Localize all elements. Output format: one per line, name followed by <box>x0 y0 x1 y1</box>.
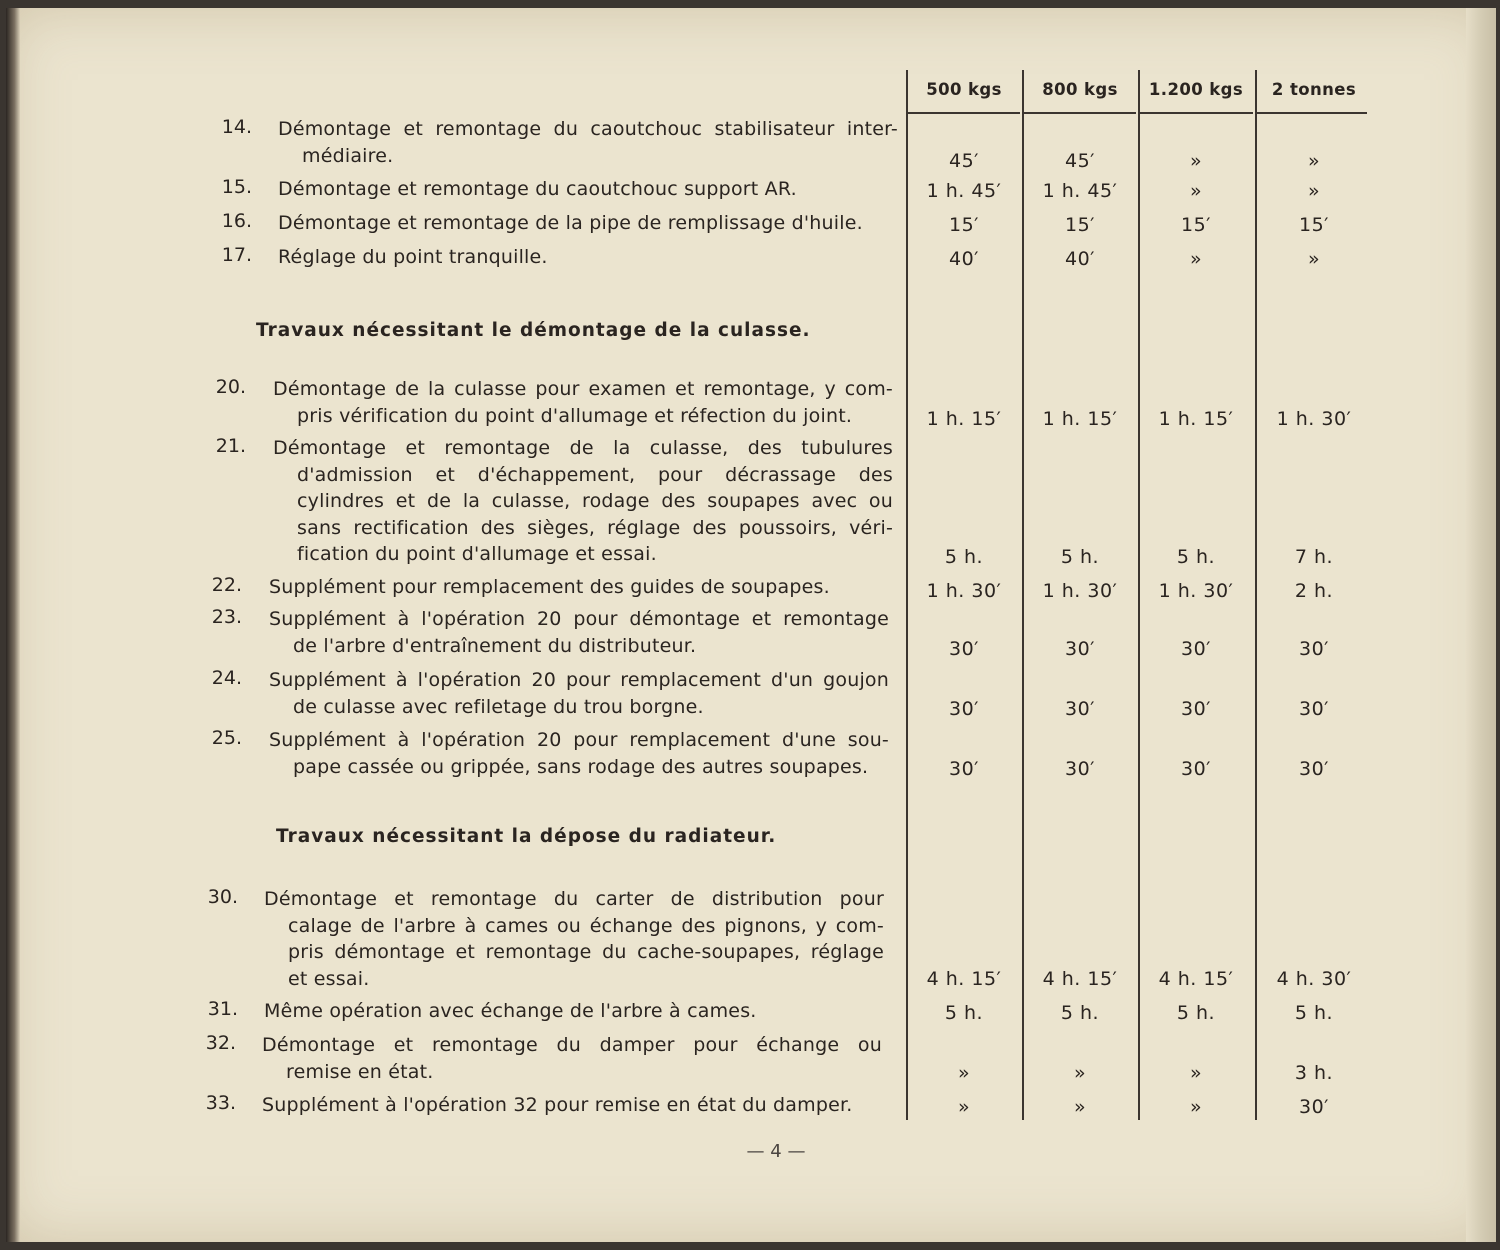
value-500-kgs: 1 h. 15′ <box>926 408 1002 430</box>
operation-description <box>269 574 889 601</box>
description-line: de culasse avec refiletage du trou borgne. <box>293 695 704 718</box>
description-line: remise en état. <box>286 1060 434 1083</box>
description-line: d'admission et d'échappement, pour décrassage des <box>297 463 893 486</box>
description-line: Démontage et remontage de la culasse, des tubulures <box>273 437 893 459</box>
description-line: de l'arbre d'entraînement du distributeur. <box>293 634 697 657</box>
operation-number: 20. <box>215 376 246 398</box>
value-500-kgs: 40′ <box>949 248 979 270</box>
description-line: Démontage et remontage de la pipe de remplissage d'huile. <box>278 212 863 234</box>
description-line: Supplément à l'opération 20 pour remplacement d'un goujon <box>269 669 889 691</box>
value-800-kgs: 1 h. 30′ <box>1042 580 1118 602</box>
value-1200-kgs: » <box>1189 150 1203 172</box>
value-500-kgs: » <box>957 1096 971 1118</box>
value-1200-kgs: 1 h. 30′ <box>1158 580 1234 602</box>
value-1200-kgs: » <box>1189 180 1203 202</box>
description-line: Réglage du point tranquille. <box>278 246 548 268</box>
operation-description <box>262 1092 882 1119</box>
value-1200-kgs: 30′ <box>1181 698 1211 720</box>
description-line: Supplément pour remplacement des guides de soupapes. <box>269 576 830 598</box>
value-2-tonnes: 30′ <box>1299 698 1329 720</box>
value-500-kgs: 1 h. 45′ <box>926 180 1002 202</box>
description-line: pris démontage et remontage du cache-soupapes, réglage <box>288 941 884 963</box>
operation-number: 33. <box>205 1092 236 1114</box>
value-500-kgs: 4 h. 15′ <box>926 968 1002 990</box>
value-800-kgs: 45′ <box>1065 150 1095 172</box>
value-500-kgs: 30′ <box>949 698 979 720</box>
value-2-tonnes: 4 h. 30′ <box>1276 968 1352 990</box>
description-line: Démontage et remontage du caoutchouc stabilisateur inter- <box>278 118 898 140</box>
value-1200-kgs: 5 h. <box>1176 546 1216 568</box>
operation-description <box>278 210 898 237</box>
description-line: médiaire. <box>302 144 394 167</box>
value-800-kgs: 1 h. 45′ <box>1042 180 1118 202</box>
value-2-tonnes: » <box>1307 180 1321 202</box>
page-binding-edge <box>6 8 20 1242</box>
value-500-kgs: 5 h. <box>944 546 984 568</box>
description-line: Démontage et remontage du caoutchouc support AR. <box>278 178 797 200</box>
description-line: cylindres et de la culasse, rodage des soupapes avec ou <box>297 490 893 512</box>
value-1200-kgs: 30′ <box>1181 638 1211 660</box>
value-800-kgs: 1 h. 15′ <box>1042 408 1118 430</box>
description-line: Supplément à l'opération 20 pour remplacement d'une sou- <box>269 729 889 751</box>
value-800-kgs: 30′ <box>1065 758 1095 780</box>
value-1200-kgs: » <box>1189 1096 1203 1118</box>
operation-description <box>278 116 898 169</box>
value-800-kgs: » <box>1073 1062 1087 1084</box>
description-line: pris vérification du point d'allumage et réfection du joint. <box>297 404 853 427</box>
value-2-tonnes: 30′ <box>1299 758 1329 780</box>
operation-number: 25. <box>211 727 242 749</box>
header-underline <box>1140 112 1253 114</box>
section-heading: Travaux nécessitant la dépose du radiateur. <box>276 826 777 847</box>
description-line: et essai. <box>288 967 370 990</box>
value-2-tonnes: » <box>1307 150 1321 172</box>
description-line: Même opération avec échange de l'arbre à cames. <box>264 1000 757 1022</box>
header-underline <box>908 112 1020 114</box>
description-line: Supplément à l'opération 32 pour remise en état du damper. <box>262 1094 853 1116</box>
value-1200-kgs: 15′ <box>1181 214 1211 236</box>
description-line: Démontage et remontage du carter de distribution pour <box>264 888 884 910</box>
operation-description <box>273 435 893 568</box>
description-line: fication du point d'allumage et essai. <box>297 543 657 565</box>
description-line: Démontage de la culasse pour examen et remontage, y com- <box>273 378 893 400</box>
value-800-kgs: 15′ <box>1065 214 1095 236</box>
value-1200-kgs: 5 h. <box>1176 1002 1216 1024</box>
value-2-tonnes: 30′ <box>1299 1096 1329 1118</box>
operation-description <box>278 244 898 271</box>
column-header: 1.200 kgs <box>1148 80 1244 99</box>
operation-description <box>264 886 884 992</box>
operation-description <box>278 176 898 203</box>
value-800-kgs: 30′ <box>1065 638 1095 660</box>
description-line: calage de l'arbre à cames ou échange des pignons, y com- <box>288 914 884 937</box>
value-800-kgs: 4 h. 15′ <box>1042 968 1118 990</box>
value-500-kgs: 30′ <box>949 758 979 780</box>
operation-description <box>273 376 893 429</box>
page-fold <box>1466 8 1496 1242</box>
column-header: 500 kgs <box>926 80 1002 99</box>
value-1200-kgs: » <box>1189 248 1203 270</box>
operation-number: 15. <box>221 176 252 198</box>
operation-description <box>269 606 889 659</box>
header-underline <box>1257 112 1367 114</box>
operation-description <box>262 1032 882 1085</box>
column-rule <box>1255 70 1257 1120</box>
operation-description <box>269 667 889 720</box>
value-2-tonnes: 3 h. <box>1294 1062 1334 1084</box>
value-500-kgs: 5 h. <box>944 1002 984 1024</box>
operation-number: 32. <box>205 1032 236 1054</box>
value-2-tonnes: 15′ <box>1299 214 1329 236</box>
value-500-kgs: 1 h. 30′ <box>926 580 1002 602</box>
description-line: pape cassée ou grippée, sans rodage des autres soupapes. <box>293 755 869 778</box>
value-2-tonnes: » <box>1307 248 1321 270</box>
operation-number: 21. <box>215 435 246 457</box>
operation-number: 31. <box>207 998 238 1020</box>
description-line: Démontage et remontage du damper pour échange ou <box>262 1034 882 1056</box>
operation-number: 23. <box>211 606 242 628</box>
column-header: 800 kgs <box>1042 80 1118 99</box>
value-1200-kgs: 30′ <box>1181 758 1211 780</box>
value-500-kgs: 15′ <box>949 214 979 236</box>
operation-number: 16. <box>221 210 252 232</box>
column-header: 2 tonnes <box>1271 80 1357 99</box>
value-2-tonnes: 30′ <box>1299 638 1329 660</box>
operation-description <box>269 727 889 780</box>
value-2-tonnes: 7 h. <box>1294 546 1334 568</box>
value-800-kgs: 5 h. <box>1060 1002 1100 1024</box>
operation-number: 17. <box>221 244 252 266</box>
value-500-kgs: 30′ <box>949 638 979 660</box>
operation-number: 22. <box>211 574 242 596</box>
page-number: — 4 — <box>746 1141 806 1162</box>
value-2-tonnes: 2 h. <box>1294 580 1334 602</box>
description-line: Supplément à l'opération 20 pour démontage et remontage <box>269 608 889 630</box>
value-1200-kgs: 4 h. 15′ <box>1158 968 1234 990</box>
value-1200-kgs: » <box>1189 1062 1203 1084</box>
operation-number: 14. <box>221 116 252 138</box>
operation-number: 30. <box>207 886 238 908</box>
value-500-kgs: 45′ <box>949 150 979 172</box>
value-2-tonnes: 5 h. <box>1294 1002 1334 1024</box>
value-800-kgs: 40′ <box>1065 248 1095 270</box>
header-underline <box>1024 112 1136 114</box>
value-2-tonnes: 1 h. 30′ <box>1276 408 1352 430</box>
section-heading: Travaux nécessitant le démontage de la culasse. <box>256 320 811 341</box>
value-800-kgs: 5 h. <box>1060 546 1100 568</box>
value-800-kgs: » <box>1073 1096 1087 1118</box>
value-800-kgs: 30′ <box>1065 698 1095 720</box>
value-1200-kgs: 1 h. 15′ <box>1158 408 1234 430</box>
value-500-kgs: » <box>957 1062 971 1084</box>
operation-number: 24. <box>211 667 242 689</box>
operation-description <box>264 998 884 1025</box>
description-line: sans rectification des sièges, réglage des poussoirs, véri- <box>297 516 893 539</box>
book-page <box>6 8 1496 1242</box>
